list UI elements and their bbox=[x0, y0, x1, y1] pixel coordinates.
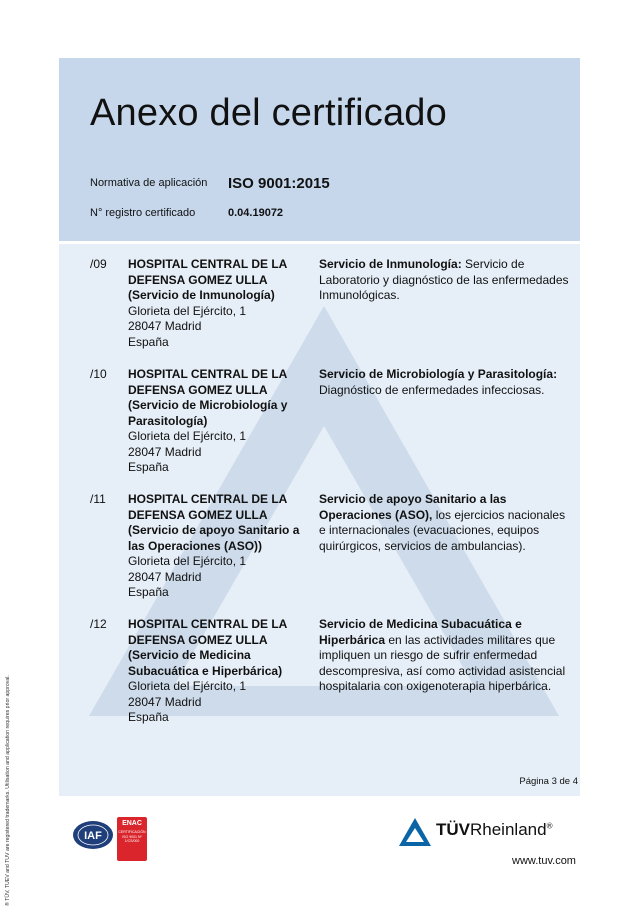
entry-number: /11 bbox=[90, 492, 106, 506]
service-title: Servicio de apoyo Sanitario a las Operaciones (ASO), bbox=[319, 492, 507, 522]
site-name-line: Parasitología) bbox=[128, 413, 208, 428]
website-link[interactable]: www.tuv.com bbox=[512, 855, 576, 867]
site-address-line: España bbox=[128, 585, 169, 599]
site-name-line: DEFENSA GOMEZ ULLA bbox=[128, 632, 268, 647]
entry-number: /12 bbox=[90, 617, 107, 631]
service-description: Servicio de Laboratorio y diagnóstico de las enfermedades Inmunológicas. bbox=[319, 257, 569, 302]
site-address-line: España bbox=[128, 334, 169, 349]
service-description: en las actividades militares que impliquen un riesgo de sufrir enfermedad descompresiva, así como actividad asistencial hospitalaria con oxigenoterapia hiperbárica. bbox=[319, 632, 566, 693]
site-name-line: HOSPITAL CENTRAL DE LA bbox=[128, 617, 288, 631]
site-name-line: DEFENSA GOMEZ ULLA bbox=[128, 507, 268, 522]
page-number: Página 3 de 4 bbox=[519, 776, 578, 787]
entry-site bbox=[128, 492, 303, 601]
service-description: los ejercicios nacionales e internacionales (evacuaciones, equipos quirúrgicos, servicios de ambulancias). bbox=[319, 507, 566, 553]
brand-rest: Rheinland bbox=[470, 820, 547, 839]
site-address-line: España bbox=[128, 710, 169, 724]
entry-service bbox=[319, 257, 575, 304]
site-address-line: 28047 Madrid bbox=[128, 694, 202, 709]
site-name-line: (Servicio de Inmunología) bbox=[128, 288, 275, 302]
entry-site bbox=[128, 367, 303, 476]
iaf-text: IAF bbox=[84, 830, 102, 842]
entry-number: /10 bbox=[90, 367, 107, 381]
standard-value: ISO 9001:2015 bbox=[228, 175, 330, 192]
site-name-line: DEFENSA GOMEZ ULLA bbox=[128, 272, 268, 287]
brand-mark: ® bbox=[546, 821, 553, 831]
site-name-line: HOSPITAL CENTRAL DE LA bbox=[128, 367, 288, 381]
registry-value: 0.04.19072 bbox=[228, 207, 284, 219]
site-name-line: HOSPITAL CENTRAL DE LA bbox=[128, 257, 288, 271]
enac-subtext: CERTIFICACIÓN ISO 9001 Nº 1/CS/000 bbox=[118, 830, 146, 843]
enac-text: ENAC bbox=[122, 820, 142, 827]
iaf-logo-icon bbox=[72, 820, 114, 850]
site-name-line: DEFENSA GOMEZ ULLA bbox=[128, 382, 268, 397]
standard-label: Normativa de aplicación bbox=[90, 177, 208, 189]
site-name-line: (Servicio de apoyo Sanitario a bbox=[128, 523, 300, 537]
trademark-note: ® TÜV, TUEV and TUV are registered trademarks. Utilisation and application requires prior approval. bbox=[5, 675, 11, 906]
site-address-line: Glorieta del Ejército, 1 bbox=[128, 554, 247, 568]
service-description: Diagnóstico de enfermedades infecciosas. bbox=[319, 382, 545, 397]
site-name-line: Subacuática e Hiperbárica) bbox=[128, 663, 283, 678]
enac-logo bbox=[117, 817, 147, 861]
tuv-triangle-icon bbox=[398, 817, 432, 847]
site-address-line: 28047 Madrid bbox=[128, 569, 202, 584]
header-divider bbox=[59, 241, 580, 244]
entry-number: /09 bbox=[90, 257, 107, 271]
site-name-line: las Operaciones (ASO)) bbox=[128, 538, 263, 553]
site-name-line: (Servicio de Medicina bbox=[128, 648, 251, 662]
entry-service bbox=[319, 492, 575, 554]
site-address-line: 28047 Madrid bbox=[128, 319, 202, 333]
entry-site bbox=[128, 617, 303, 726]
site-address-line: Glorieta del Ejército, 1 bbox=[128, 429, 247, 443]
site-name-line: (Servicio de Microbiología y bbox=[128, 398, 288, 412]
site-address-line: España bbox=[128, 460, 169, 474]
brand-bold: TÜV bbox=[436, 820, 470, 839]
service-title: Servicio de Microbiología y Parasitología: bbox=[319, 367, 558, 381]
site-address-line: Glorieta del Ejército, 1 bbox=[128, 303, 247, 318]
site-address-line: Glorieta del Ejército, 1 bbox=[128, 679, 247, 693]
entry-service bbox=[319, 367, 575, 398]
site-name-line: HOSPITAL CENTRAL DE LA bbox=[128, 492, 288, 506]
tuv-brand bbox=[436, 820, 552, 840]
registry-label: N° registro certificado bbox=[90, 207, 196, 219]
service-title: Servicio de Inmunología: bbox=[319, 257, 462, 271]
entry-site bbox=[128, 257, 303, 350]
service-title: Servicio de Medicina Subacuática e Hiperbárica bbox=[319, 617, 522, 647]
site-address-line: 28047 Madrid bbox=[128, 444, 202, 459]
entry-service bbox=[319, 617, 575, 695]
page-title: Anexo del certificado bbox=[90, 92, 447, 134]
